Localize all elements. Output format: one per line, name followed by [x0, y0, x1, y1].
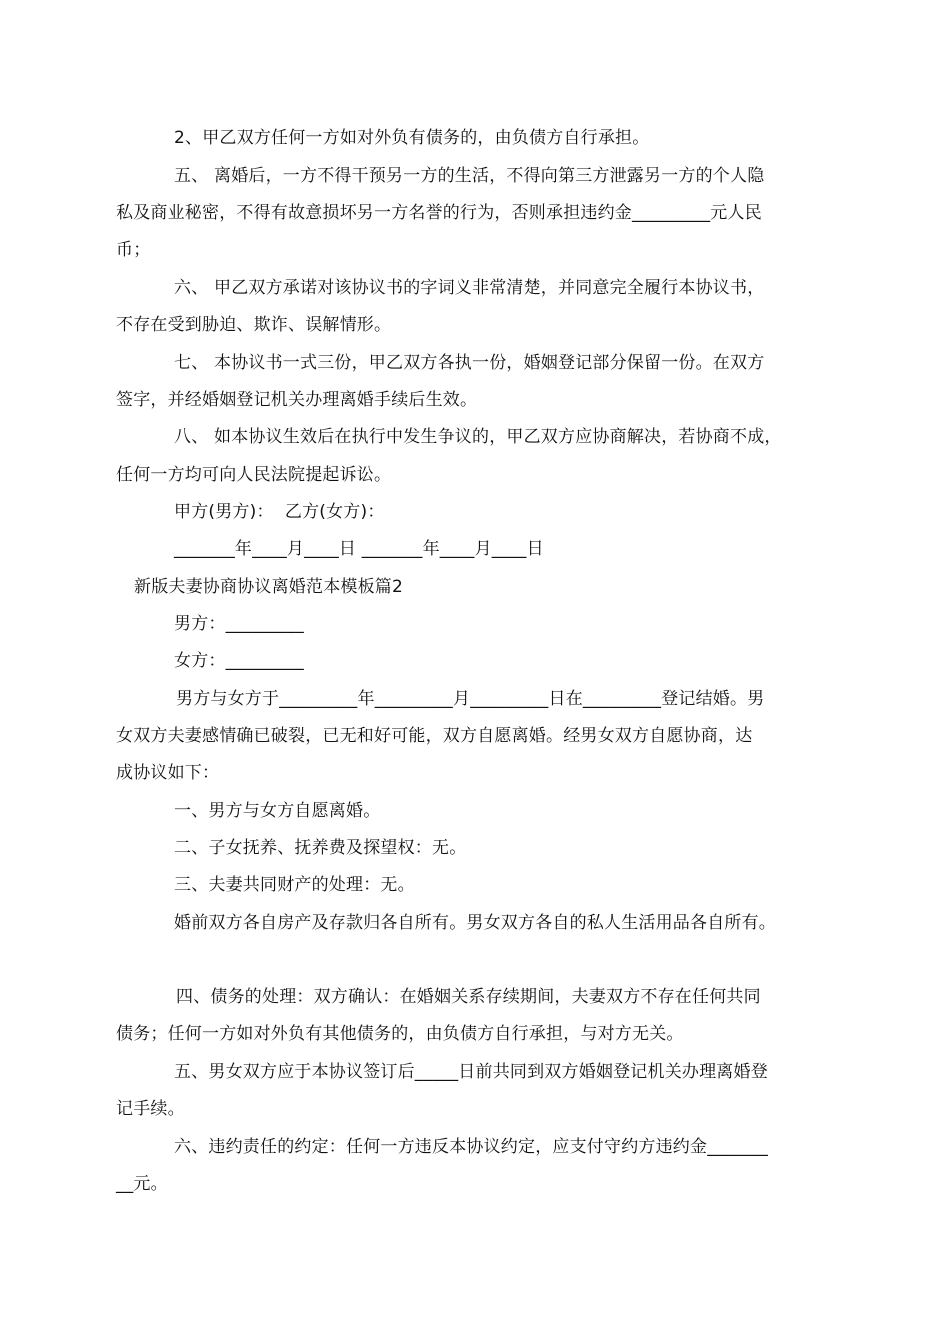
text-line: 六、 甲乙双方承诺对该协议书的字词义非常清楚，并同意完全履行本协议书，	[174, 278, 765, 298]
text-line: 三、夫妻共同财产的处理：无。	[174, 875, 415, 895]
text-line: 四、债务的处理：双方确认：在婚姻关系存续期间，夫妻双方不存在任何共同	[176, 987, 761, 1007]
text-line: 六、违约责任的约定：任何一方违反本协议约定，应支付守约方违约金_______	[174, 1137, 769, 1157]
text-line: 婚前双方各自房产及存款归各自所有。男女双方各自的私人生活用品各自所有。	[174, 913, 776, 933]
signature-labels: 甲方(男方)： 乙方(女方)：	[174, 502, 385, 522]
text-line: 记手续。	[116, 1099, 185, 1119]
text-line: 不存在受到胁迫、欺诈、误解情形。	[116, 315, 392, 335]
text-line: 二、子女抚养、抚养费及探望权：无。	[174, 838, 467, 858]
text-line: 私及商业秘密，不得有故意损坏另一方名誉的行为，否则承担违约金_________元人民	[116, 203, 762, 223]
signature-date-line: _______年____月____日 _______年____月____日	[174, 539, 544, 559]
text-line: 签字，并经婚姻登记机关办理离婚手续后生效。	[116, 390, 478, 410]
text-line: 七、 本协议书一式三份，甲乙双方各执一份，婚姻登记部分保留一份。在双方	[174, 353, 765, 373]
text-line: 女双方夫妻感情确已破裂，已无和好可能，双方自愿离婚。经男女双方自愿协商，达	[116, 726, 753, 746]
text-line: __元。	[116, 1174, 168, 1194]
text-line: 债务；任何一方如对外负有其他债务的，由负债方自行承担，与对方无关。	[116, 1024, 684, 1044]
text-line: 女方：_________	[174, 651, 304, 671]
text-line: 成协议如下：	[116, 763, 220, 783]
text-line: 八、 如本协议生效后在执行中发生争议的，甲乙双方应协商解决，若协商不成，	[174, 427, 782, 447]
text-line: 币；	[116, 240, 151, 260]
text-line: 五、 离婚后，一方不得干预另一方的生活，不得向第三方泄露另一方的个人隐	[174, 166, 765, 186]
text-line: 男方与女方于_________年_________月_________日在_________登记结婚。男	[176, 689, 765, 709]
text-line: 五、男女双方应于本协议签订后_____日前共同到双方婚姻登记机关办理离婚登	[174, 1062, 768, 1082]
section-title: 新版夫妻协商协议离婚范本模板篇2	[134, 577, 404, 597]
text-line: 任何一方均可向人民法院提起诉讼。	[116, 465, 392, 485]
text-line: 男方：_________	[174, 614, 304, 634]
text-line: 2、甲乙双方任何一方如对外负有债务的，由负债方自行承担。	[174, 128, 650, 148]
text-line: 一、男方与女方自愿离婚。	[174, 801, 381, 821]
